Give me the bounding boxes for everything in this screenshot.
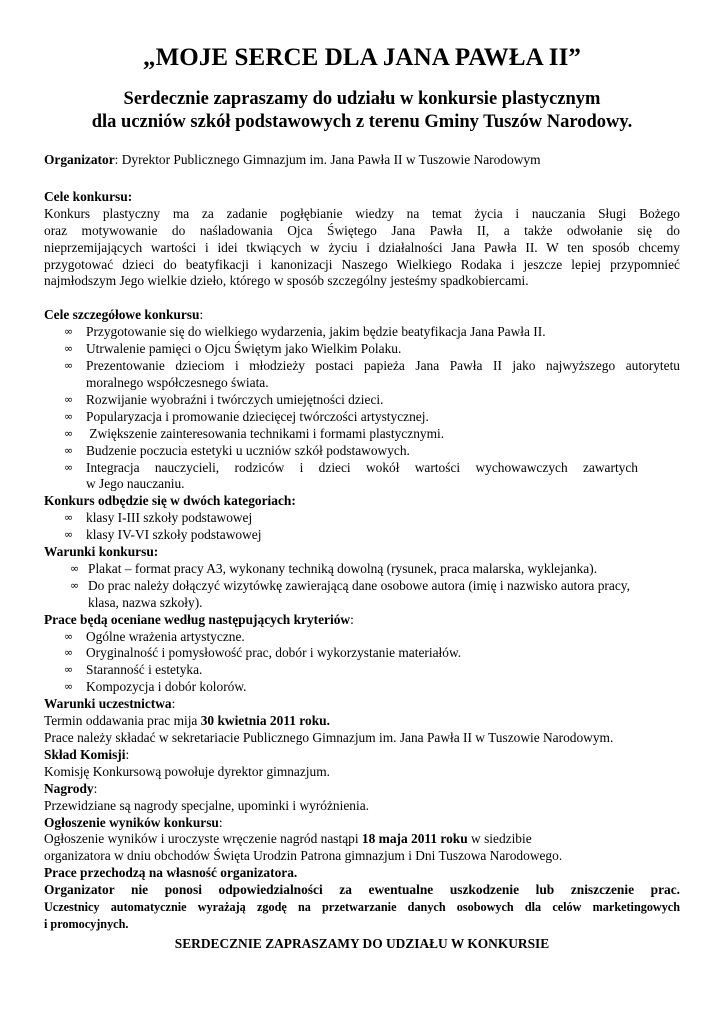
list-item: ∞ Do prac należy dołączyć wizytówkę zawierającą dane osobowe autora (imię i nazwisko autora pracy, klasa, nazwa szkoły). (70, 577, 630, 610)
infinity-bullet-icon: ∞ (64, 342, 74, 356)
goals-line: nieprzemijających wartości i idei tkwiących w życiu i działalności Jana Pawła II. W ten sposób chcemy (44, 239, 680, 255)
deadline-line: Termin oddawania prac mija 30 kwietnia 2011 roku. (44, 713, 330, 729)
results-line-1: Ogłoszenie wyników i uroczyste wręczenie nagród nastąpi 18 maja 2011 roku w siedzibie (44, 831, 532, 847)
goals-line: oraz motywowanie do naśladowania Ojca Świętego Jana Pawła II, a także odwołanie się do (44, 222, 680, 238)
infinity-bullet-icon: ∞ (64, 392, 74, 406)
list-item: ∞ Utrwalenie pamięci o Ojcu Świętym jako Wielkim Polaku. (64, 341, 402, 357)
list-item: ∞ Przygotowanie się do wielkiego wydarzenia, jakim będzie beatyfikacja Jana Pawła II. (64, 324, 546, 340)
goals-paragraph (44, 206, 680, 291)
list-item: ∞ Ogólne wrażenia artystyczne. (64, 628, 245, 644)
consent-notice: Uczestnicy automatycznie wyrażają zgodę na przetwarzanie danych osobowych dla celów marketingowych i promocyjnych. (44, 900, 680, 931)
results-heading: Ogłoszenie wyników konkursu: (44, 814, 223, 830)
list-item: ∞ Budzenie poczucia estetyki u uczniów szkół podstawowych. (64, 442, 410, 458)
list-item: ∞ Oryginalność i pomysłowość prac, dobór i wykorzystanie materiałów. (64, 645, 462, 661)
list-item: ∞ Zwiększenie zainteresowania technikami i formami plastycznymi. (64, 425, 445, 441)
jury-text: Komisję Konkursową powołuje dyrektor gimnazjum. (44, 763, 330, 779)
list-item: ∞ Kompozycja i dobór kolorów. (64, 679, 247, 695)
infinity-bullet-icon: ∞ (64, 528, 74, 542)
organizer-line (44, 152, 680, 169)
infinity-bullet-icon: ∞ (64, 646, 74, 660)
deadline-date: 30 kwietnia 2011 roku. (200, 713, 330, 729)
detailed-goals-list (44, 324, 680, 493)
list-item: ∞ Plakat – format pracy A3, wykonany techniką dowolną (rysunek, praca malarska, wyklejanka). (70, 560, 598, 576)
infinity-bullet-icon: ∞ (64, 511, 74, 525)
conditions-heading: Warunki konkursu: (44, 544, 159, 560)
infinity-bullet-icon: ∞ (64, 460, 74, 474)
infinity-bullet-icon: ∞ (64, 325, 74, 339)
prizes-heading: Nagrody: (44, 780, 98, 796)
organizer-text: : Dyrektor Publicznego Gimnazjum im. Jana Pawła II w Tuszowie Narodowym (114, 152, 541, 167)
goals-line: Konkurs plastyczny ma za zadanie pogłębianie wiedzy na temat życia i nauczania Sługi Bożego (44, 205, 680, 221)
goals-line: przygotować dzieci do beatyfikacji i kanonizacji Naszego Wielkiego Rodaka i jeszcze lepiej przypomnieć (44, 256, 680, 272)
detailed-goals-heading: Cele szczegółowe konkursu: (44, 307, 204, 323)
goals-line: najmłodszym Jego wielkie dzieło, którego w sposób szczególny jesteśmy spadkobiercami. (44, 273, 529, 289)
submit-line: Prace należy składać w sekretariacie Publicznego Gimnazjum im. Jana Pawła II w Tuszowie Narodowym. (44, 730, 614, 745)
criteria-list (44, 629, 680, 697)
infinity-bullet-icon: ∞ (64, 409, 74, 423)
page-title: „MOJE SERCE DLA JANA PAWŁA II” (142, 44, 582, 71)
document-body (44, 152, 680, 953)
prizes-text: Przewidziane są nagrody specjalne, upominki i wyróżnienia. (44, 797, 369, 813)
conditions-list (44, 561, 680, 612)
list-item: ∞ Staranność i estetyka. (64, 662, 203, 678)
subtitle (44, 88, 680, 134)
infinity-bullet-icon: ∞ (64, 680, 74, 694)
infinity-bullet-icon: ∞ (64, 629, 74, 643)
list-item: ∞ Prezentowanie dzieciom i młodzieży postaci papieża Jana Pawła II jako najwyższego autorytetu moralnego współczesnego świata. (64, 358, 680, 390)
infinity-bullet-icon: ∞ (70, 578, 80, 592)
list-item: ∞ klasy IV-VI szkoły podstawowej (64, 527, 262, 543)
infinity-bullet-icon: ∞ (64, 443, 74, 457)
list-item: ∞ Integracja nauczycieli, rodziców i dzieci wokół wartości wychowawczych zawartych w Jego nauczaniu. (64, 459, 638, 492)
participation-heading: Warunki uczestnictwa: (44, 696, 176, 712)
closing-invitation: SERDECZNIE ZAPRASZAMY DO UDZIAŁU W KONKURSIE (174, 935, 550, 951)
results-date: 18 maja 2011 roku (361, 831, 468, 847)
results-line-2: organizatora w dniu obchodów Święta Urodzin Patrona gimnazjum i Dni Tuszowa Narodowego. (44, 848, 563, 864)
criteria-heading: Prace będą oceniane według następujących kryteriów: (44, 611, 354, 627)
list-item: ∞ klasy I-III szkoły podstawowej (64, 510, 253, 526)
liability-notice: Organizator nie ponosi odpowiedzialności za ewentualne uszkodzenie lub zniszczenie prac. (44, 882, 680, 898)
organizer-label: Organizator (44, 152, 115, 167)
jury-heading: Skład Komisji: (44, 746, 130, 762)
infinity-bullet-icon: ∞ (64, 426, 74, 440)
ownership-notice: Prace przechodzą na własność organizatora. (44, 865, 298, 881)
subtitle-line-1: Serdecznie zapraszamy do udziału w konkursie plastycznym (123, 89, 601, 109)
infinity-bullet-icon: ∞ (64, 359, 74, 373)
subtitle-line-2: dla uczniów szkół podstawowych z terenu Gminy Tuszów Narodowy. (91, 112, 633, 132)
categories-heading: Konkurs odbędzie się w dwóch kategoriach: (44, 493, 296, 509)
list-item: ∞ Rozwijanie wyobraźni i twórczych umiejętności dzieci. (64, 391, 384, 407)
categories-list (44, 510, 680, 544)
list-item: ∞ Popularyzacja i promowanie dziecięcej twórczości artystycznej. (64, 408, 429, 424)
goals-heading: Cele konkursu: (44, 188, 133, 204)
infinity-bullet-icon: ∞ (64, 663, 74, 677)
infinity-bullet-icon: ∞ (70, 561, 80, 575)
